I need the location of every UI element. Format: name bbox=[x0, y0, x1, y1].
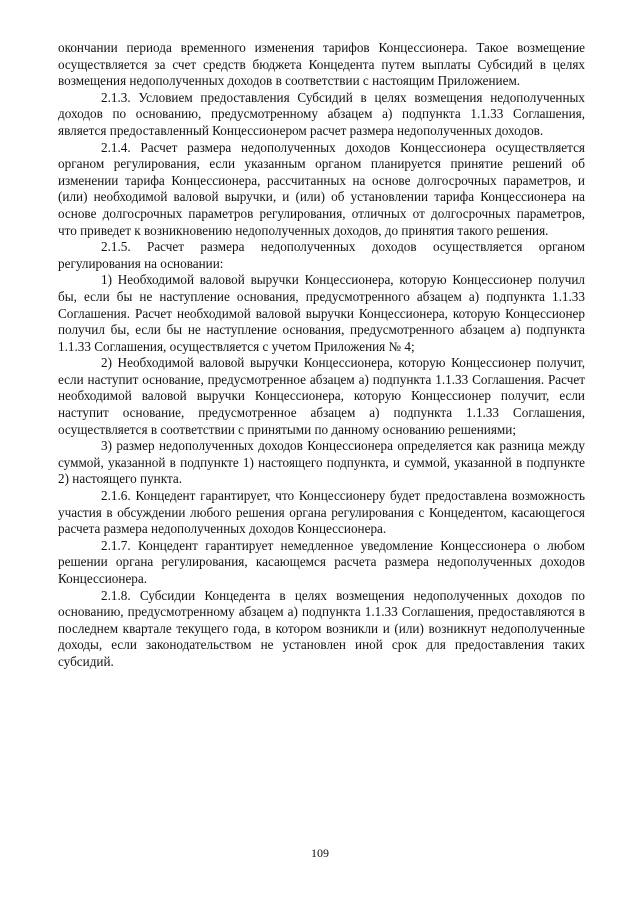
paragraph-continuation: окончании периода временного изменения тарифов Концессионера. Такое возмещение осуществляется за счет средств бюджета Концедента путем выплаты Субсидий в целях возмещения недополученных доходов в соответствии с настоящим Приложением. bbox=[58, 40, 585, 89]
paragraph-2-1-8: 2.1.8. Субсидии Концедента в целях возмещения недополученных доходов по основанию, предусмотренному абзацем а) подпункта 1.1.33 Соглашения, предоставляются в последнем квартале текущего года, в котором возникли и (или) возникнут недополученные доходы, если законодательством не установлен иной срок для предоставления таких субсидий. bbox=[58, 587, 585, 669]
document-body bbox=[58, 40, 585, 671]
paragraph-2-1-7: 2.1.7. Концедент гарантирует немедленное уведомление Концессионера о любом решении органа регулирования, касающемся расчета размера недополученных доходов Концессионера. bbox=[58, 537, 585, 586]
page-number: 109 bbox=[311, 846, 329, 860]
paragraph-2-1-4: 2.1.4. Расчет размера недополученных доходов Концессионера осуществляется органом регулирования, если указанным органом планируется принятие решений об изменении тарифа Концессионера, рассчитанных на основе долгосрочных параметров, и (или) необходимой валовой выручки, и (или) об установлении тарифа Концессионера на основе долгосрочных параметров регулирования, отличных от долгосрочных параметров, что приведет к возникновению недополученных доходов, до принятия такого решения. bbox=[58, 139, 585, 238]
paragraph-2-1-3: 2.1.3. Условием предоставления Субсидий в целях возмещения недополученных доходов по основанию, предусмотренному абзацем а) подпункта 1.1.33 Соглашения, является предоставленный Концессионером расчет размера недополученных доходов. bbox=[58, 89, 585, 138]
list-item-2: 2) Необходимой валовой выручки Концессионера, которую Концессионер получит, если наступит основание, предусмотренное абзацем а) подпункта 1.1.33 Соглашения. Расчет необходимой валовой выручки Концессионера, которую Концессионер получит, если наступит основание, предусмотренное абзацем а) подпункта 1.1.33 Соглашения, осуществляется в соответствии с принятыми по данному основанию решениями; bbox=[58, 355, 585, 437]
list-item-1: 1) Необходимой валовой выручки Концессионера, которую Концессионер получил бы, если бы не наступление основания, предусмотренного абзацем а) подпункта 1.1.33 Соглашения. Расчет необходимой валовой выручки Концессионера, которую Концессионер получил бы, если бы не наступление основания, предусмотренного абзацем а) подпункта 1.1.33 Соглашения, осуществляется с учетом Приложения № 4; bbox=[58, 272, 585, 354]
list-item-3: 3) размер недополученных доходов Концессионера определяется как разница между суммой, указанной в подпункте 1) настоящего подпункта, и суммой, указанной в подпункте 2) настоящего пункта. bbox=[58, 438, 585, 487]
paragraph-2-1-6: 2.1.6. Концедент гарантирует, что Концессионеру будет предоставлена возможность участия в обсуждении любого решения органа регулирования с Концедентом, касающегося расчета размера недополученных доходов Концессионера. bbox=[58, 488, 585, 537]
paragraph-2-1-5: 2.1.5. Расчет размера недополученных доходов осуществляется органом регулирования на основании: bbox=[58, 239, 585, 271]
